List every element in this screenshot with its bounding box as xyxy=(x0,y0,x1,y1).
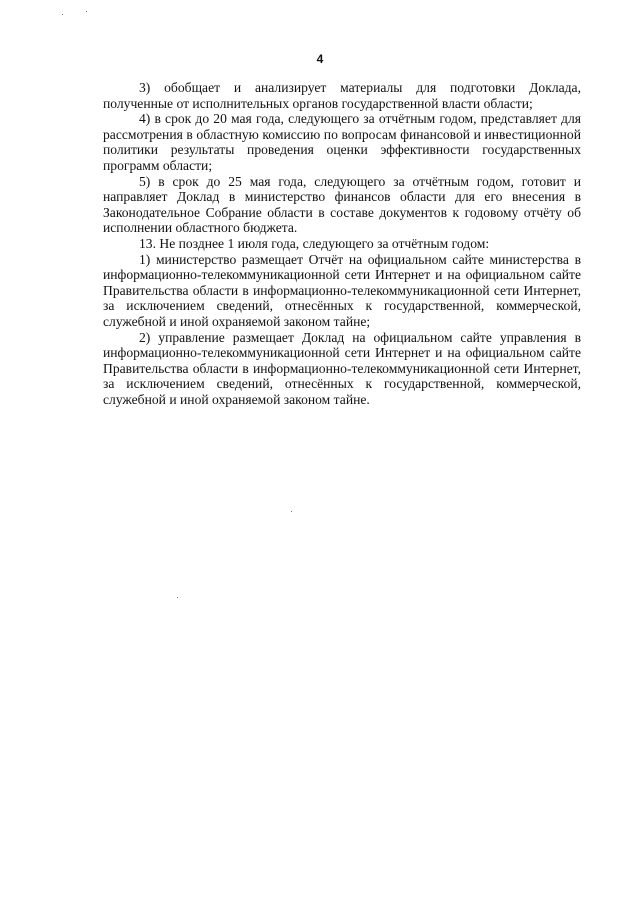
paragraph-item-5: 5) в срок до 25 мая года, следующего за отчётным годом, готовит и направляет Доклад в министерство финансов области для его внесения в Законодательное Собрание области в составе документов к годовому отчёту об исполнении областного бюджета. xyxy=(103,173,581,236)
document-body xyxy=(103,80,581,407)
paragraph-item-4: 4) в срок до 20 мая года, следующего за отчётным годом, представляет для рассмотрения в областную комиссию по вопросам финансовой и инвестиционной политики результаты проведения оценки эффективности государственных программ области; xyxy=(103,111,581,173)
scan-speck xyxy=(177,597,178,598)
scan-speck xyxy=(62,14,63,15)
paragraph-section-13: 13. Не позднее 1 июля года, следующего за отчётным годом: xyxy=(139,235,490,251)
page-number: 4 xyxy=(316,52,324,66)
paragraph-13-item-2: 2) управление размещает Доклад на официальном сайте управления в информационно-телекоммуникационной сети Интернет и на официальном сайте Правительства области в информационно-телекоммуникационной сети Интернет, за исключением сведений, отнесённых к государственной, коммерческой, служебной и иной охраняемой законом тайне. xyxy=(103,329,581,407)
paragraph-item-3: 3) обобщает и анализирует материалы для подготовки Доклада, полученные от исполнительных органов государственной власти области; xyxy=(103,80,581,111)
scan-speck xyxy=(291,511,292,512)
scan-speck xyxy=(86,11,87,12)
paragraph-13-item-1: 1) министерство размещает Отчёт на официальном сайте министерства в информационно-телекоммуникационной сети Интернет и на официальном сайте Правительства области в информационно-телекоммуникационной сети Интернет, за исключением сведений, отнесённых к государственной, коммерческой, служебной и иной охраняемой законом тайне; xyxy=(103,251,581,329)
